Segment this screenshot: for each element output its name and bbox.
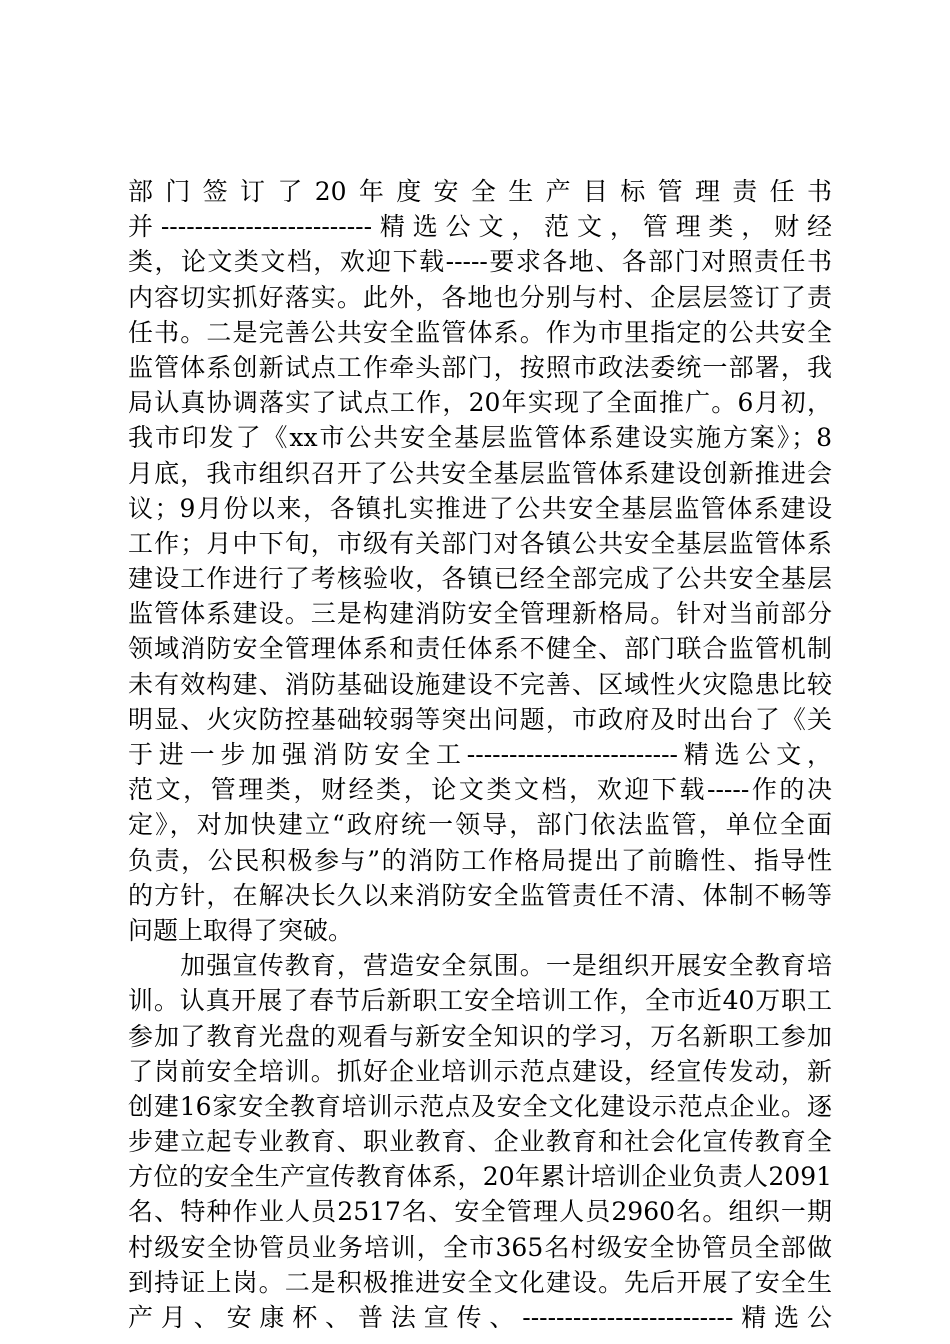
paragraph [128, 174, 832, 948]
text-line: 定》，对加快建立“政府统一领导，部门依法监管，单位全面 [128, 810, 832, 840]
text-line: 内容切实抓好落实。此外，各地也分别与村、企层层签订了责 [128, 282, 832, 312]
text-line: 监管体系创新试点工作牵头部门，按照市政法委统一部署，我 [128, 352, 832, 382]
text-line: 监管体系建设。三是构建消防安全管理新格局。针对当前部分 [128, 599, 832, 629]
text-line: 负责，公民积极参与”的消防工作格局提出了前瞻性、指导性 [128, 845, 832, 875]
text-line: 部门签订了20年度安全生产目标管理责任书 [128, 177, 832, 206]
text-line: 任书。二是完善公共安全监管体系。作为市里指定的公共安全 [128, 317, 832, 347]
text-line: 加强宣传教育，营造安全氛围。一是组织开展安全教育培 [128, 951, 832, 981]
text-line: 范文，管理类，财经类，论文类文档，欢迎下载-----作的决 [128, 775, 832, 805]
text-line: 参加了教育光盘的观看与新安全知识的学习，万名新职工参加 [128, 1021, 832, 1051]
text-line: 了岗前安全培训。抓好企业培训示范点建设，经宣传发动，新 [128, 1056, 832, 1086]
text-line: 议；9月份以来，各镇扎实推进了公共安全基层监管体系建设 [128, 493, 832, 523]
text-line: 问题上取得了突破。 [128, 915, 354, 945]
text-line: 月底，我市组织召开了公共安全基层监管体系建设创新推进会 [128, 458, 832, 488]
text-line: 创建16家安全教育培训示范点及安全文化建设示范点企业。逐 [128, 1091, 832, 1121]
text-line: 并-------------------------精选公文，范文，管理类，财经 [128, 212, 832, 242]
text-line: 局认真协调落实了试点工作，20年实现了全面推广。6月初， [128, 388, 832, 418]
text-line: 步建立起专业教育、职业教育、企业教育和社会化宣传教育全 [128, 1127, 832, 1157]
text-line: 产月、安康杯、普法宣传、-------------------------精选公 [128, 1303, 832, 1332]
text-line: 村级安全协管员业务培训，全市365名村级安全协管员全部做 [128, 1232, 832, 1262]
paragraph [128, 948, 832, 1335]
text-line: 于进一步加强消防安全工-------------------------精选公文， [128, 740, 832, 769]
text-line: 到持证上岗。二是积极推进安全文化建设。先后开展了安全生 [128, 1267, 832, 1297]
text-line: 未有效构建、消防基础设施建设不完善、区域性火灾隐患比较 [128, 669, 832, 699]
text-line: 我市印发了《xx市公共安全基层监管体系建设实施方案》；8 [128, 423, 832, 453]
text-line: 领域消防安全管理体系和责任体系不健全、部门联合监管机制 [128, 634, 832, 664]
text-line: 方位的安全生产宣传教育体系，20年累计培训企业负责人2091 [128, 1162, 832, 1192]
document-body [128, 174, 832, 1335]
text-line: 训。认真开展了春节后新职工安全培训工作，全市近40万职工 [128, 986, 832, 1016]
text-line: 建设工作进行了考核验收，各镇已经全部完成了公共安全基层 [128, 564, 832, 594]
text-line: 工作；月中下旬，市级有关部门对各镇公共安全基层监管体系 [128, 528, 832, 558]
text-line: 类，论文类文档，欢迎下载-----要求各地、各部门对照责任书 [128, 247, 832, 277]
text-line: 的方针，在解决长久以来消防安全监管责任不清、体制不畅等 [128, 880, 832, 910]
text-line: 名、特种作业人员2517名、安全管理人员2960名。组织一期 [128, 1197, 832, 1227]
text-line: 明显、火灾防控基础较弱等突出问题，市政府及时出台了《关 [128, 704, 832, 734]
